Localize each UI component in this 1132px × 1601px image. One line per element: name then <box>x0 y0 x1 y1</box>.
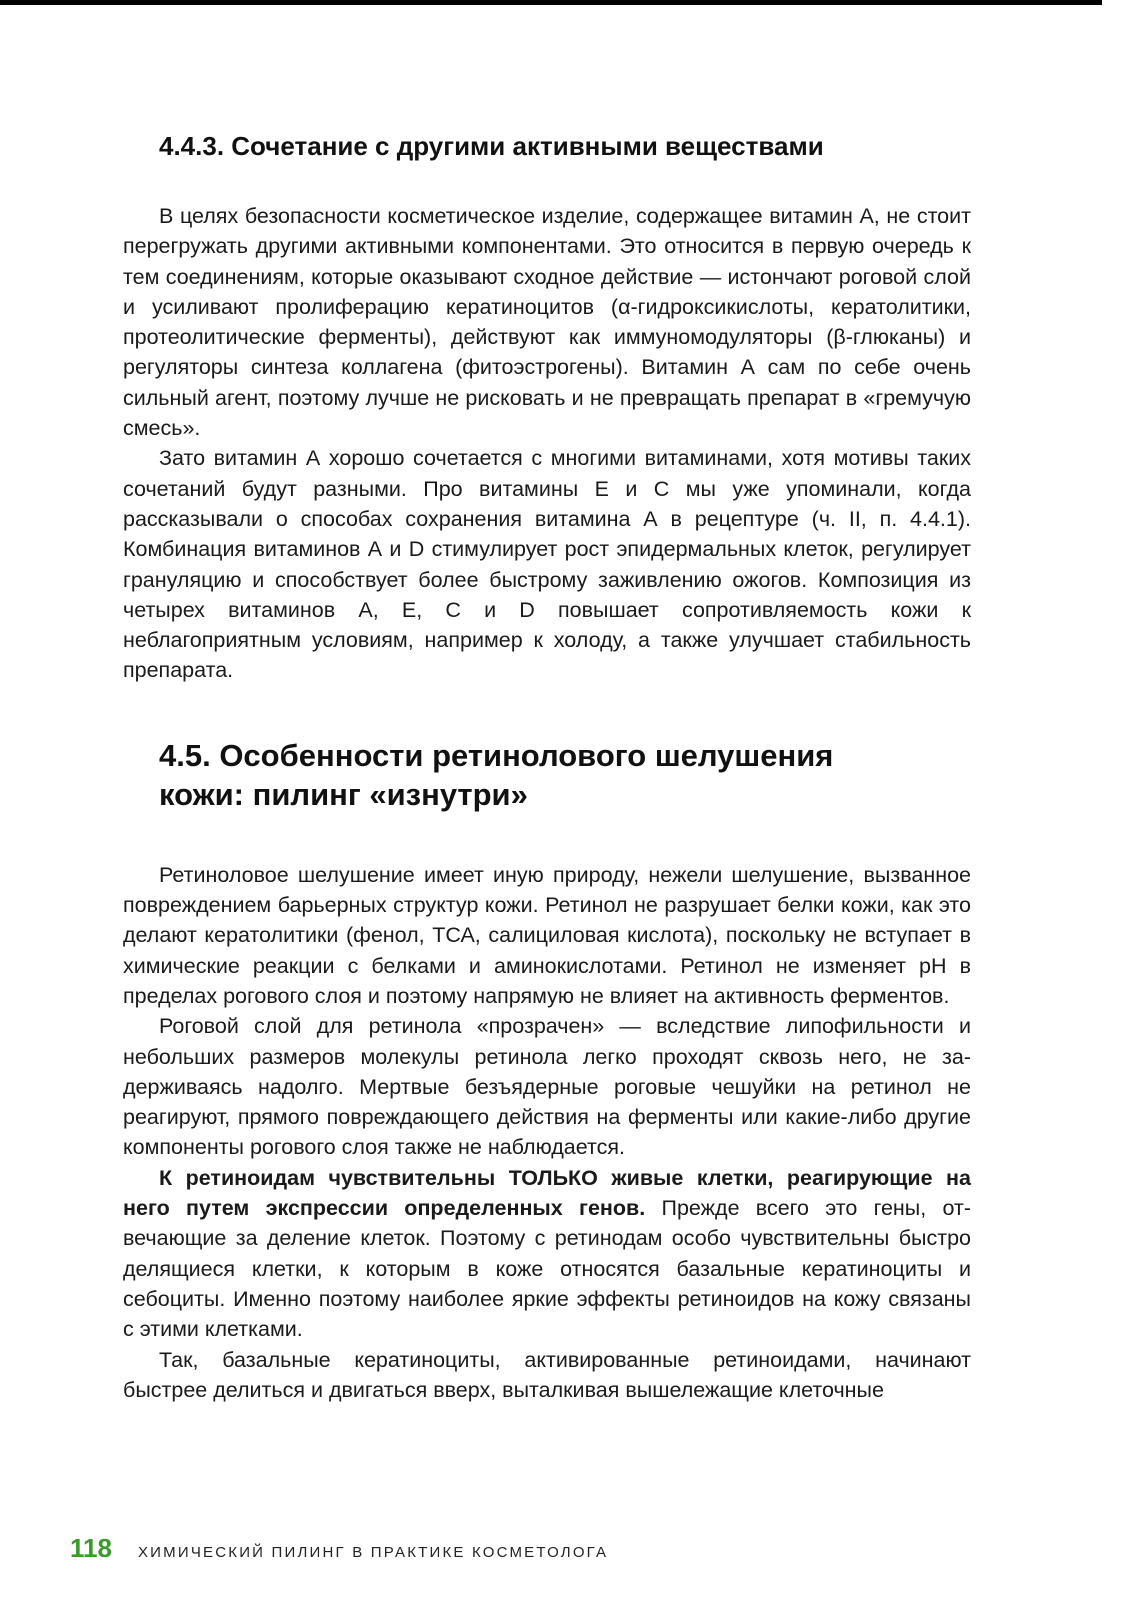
paragraph: Так, базальные кератиноциты, активированные ретиноидами, начинают быстрее делиться и двигаться вверх, выталкивая вышележащие клеточные <box>123 1347 971 1402</box>
paragraph-text: Прежде всего это гены, отвечающие за деление клеток. Поэтому с ретинодам особо чувствительны быстро делящиеся клетки, к которым в коже относятся базальные кератиноциты и себоциты. Именно поэтому наиболее яркие эффекты ретиноидов на кожу связаны с этими клетками. <box>123 1196 972 1342</box>
section-heading-line: 4.5. Особенности ретинолового шелушения <box>159 737 834 773</box>
running-title: ХИМИЧЕСКИЙ ПИЛИНГ В ПРАКТИКЕ КОСМЕТОЛОГА <box>137 1544 609 1561</box>
paragraph: В целях безопасности косметическое изделие, содержащее витамин А, не стоит перегружать другими активными компонентами. Это относится в первую очередь к тем соединениям, которые оказывают сходное действие — истончают роговой слой и усиливают пролиферацию кератиноцитов (α-гидроксикислоты, кератолитики, протеолитические ферменты), действуют как иммуномодуляторы (β-глюканы) и регуляторы синтеза коллагена (фитоэстрогены). Витамин А сам по себе очень сильный агент, поэтому лучше не рисковать и не превращать препарат в «гремучую смесь». <box>123 204 971 441</box>
page-content <box>123 128 971 1405</box>
paragraph-with-emphasis <box>123 1163 971 1345</box>
top-rule <box>0 0 1102 5</box>
paragraph: Роговой слой для ретинола «прозрачен» — вследствие липофильности и небольших размеров молекулы ретинола легко проходят сквозь него, не задерживаясь надолго. Мертвые безъядерные роговые чешуйки на ретинол не реагируют, прямого повреждающего действия на ферменты или какие-либо другие компоненты рогового слоя также не наблюдается. <box>123 1014 971 1160</box>
page-number: 118 <box>70 1533 112 1563</box>
paragraph: Зато витамин А хорошо сочетается с многими витаминами, хотя мотивы таких сочетаний будут разными. Про витамины Е и С мы уже упоминали, когда рассказывали о способах сохранения витамина А в рецептуре (ч. II, п. 4.4.1). Комбинация витаминов А и D стимулирует рост эпидермальных клеток, регулирует грануляцию и способствует более быстрому заживлению ожогов. Композиция из четырех витаминов А, Е, С и D повышает сопротивляемость кожи к неблагоприятным условиям, например к холоду, а также улучшает стабильность препарата. <box>123 446 971 683</box>
page-footer <box>70 1533 608 1564</box>
section-body <box>123 860 971 1405</box>
section-heading <box>159 736 971 814</box>
section-heading-line: кожи: пилинг «изнутри» <box>159 776 528 812</box>
paragraph: Ретиноловое шелушение имеет иную природу, нежели шелушение, вызванное повреждением барьерных структур кожи. Ретинол не разрушает белки кожи, как это делают кератолитики (фенол, ТСА, салициловая кислота), поскольку не вступает в химические реакции с белками и аминокислотами. Ретинол не изменяет рН в пределах рогового слоя и поэтому напрямую не влияет на активность ферментов. <box>123 862 971 1008</box>
subsection-body <box>123 201 971 686</box>
bold-emphasis: К ретиноидам чувствительны ТОЛЬКО живые клетки, реагирующие на него путем экспрессии определенных генов. <box>123 1165 971 1221</box>
subsection-heading: 4.4.3. Сочетание с другими активными веществами <box>159 131 824 161</box>
